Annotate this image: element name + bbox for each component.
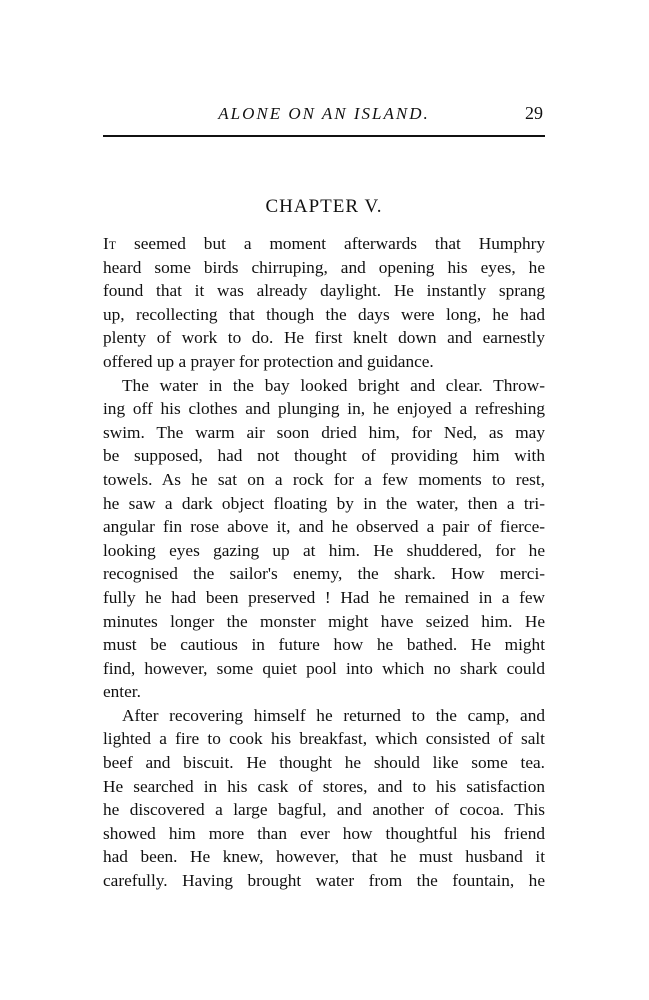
text-line: offered up a prayer for protection and guidance. <box>103 351 434 371</box>
text-line: found that it was already daylight. He instantly sprang <box>103 281 545 301</box>
header-rule <box>103 135 545 137</box>
text-line: plenty of work to do. He first knelt down and earnestly <box>103 328 545 348</box>
chapter-title: CHAPTER V. <box>265 196 383 217</box>
text-line: The water in the bay looked bright and clear. Throw- <box>122 375 545 395</box>
body-text <box>103 232 545 893</box>
text-line: enter. <box>103 682 141 702</box>
text-line: After recovering himself he returned to the camp, and <box>122 705 545 725</box>
drop-word: It <box>103 234 117 253</box>
running-title: ALONE ON AN ISLAND. <box>218 104 430 123</box>
text-line: angular fin rose above it, and he observed a pair of fierce- <box>103 517 545 537</box>
text-line: ing off his clothes and plunging in, he enjoyed a refreshing <box>103 399 545 419</box>
text-line: up, recollecting that though the days were long, he had <box>103 304 545 324</box>
text-line: fully he had been preserved ! Had he remained in a few <box>103 587 545 607</box>
text-line: recognised the sailor's enemy, the shark. How merci- <box>103 564 545 584</box>
text-line: he saw a dark object floating by in the water, then a tri- <box>103 493 545 513</box>
text-line: must be cautious in future how he bathed. He might <box>103 635 545 655</box>
text-line: heard some birds chirruping, and opening his eyes, he <box>103 257 545 277</box>
text-line: minutes longer the monster might have seized him. He <box>103 611 545 631</box>
page-number: 29 <box>525 103 543 123</box>
running-header <box>103 102 545 136</box>
text-line: carefully. Having brought water from the fountain, he <box>103 871 545 891</box>
text-line: lighted a fire to cook his breakfast, which consisted of salt <box>103 729 545 749</box>
text-line: be supposed, had not thought of providing him with <box>103 446 545 466</box>
text-line: beef and biscuit. He thought he should like some tea. <box>103 753 545 773</box>
text-line: he discovered a large bagful, and another of cocoa. This <box>103 800 545 820</box>
text-line: showed him more than ever how thoughtful his friend <box>103 823 545 843</box>
text-line: swim. The warm air soon dried him, for Ned, as may <box>103 422 545 442</box>
text-line: It seemed but a moment afterwards that Humphry <box>103 234 545 253</box>
text-line: towels. As he sat on a rock for a few moments to rest, <box>103 469 545 489</box>
text-line: looking eyes gazing up at him. He shuddered, for he <box>103 540 545 560</box>
text-line: had been. He knew, however, that he must husband it <box>103 847 545 867</box>
text-line: He searched in his cask of stores, and to his satisfaction <box>103 776 545 796</box>
text-line: find, however, some quiet pool into which no shark could <box>103 658 545 678</box>
